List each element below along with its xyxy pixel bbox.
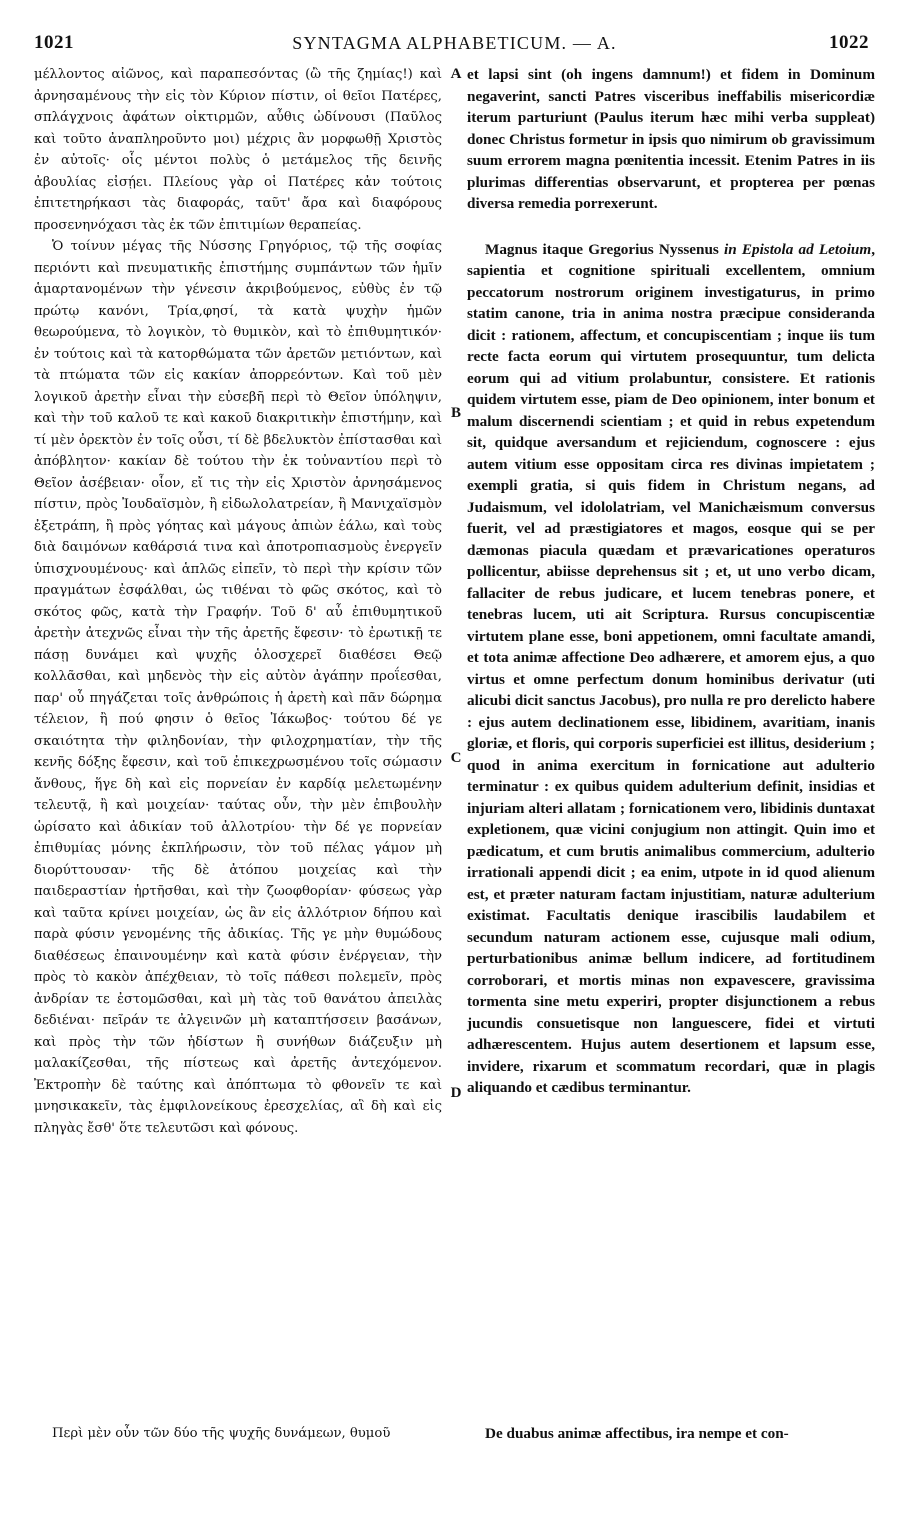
latin-paragraph-2 — [467, 239, 875, 1099]
greek-paragraph-2: Ὁ τοίνυν μέγας τῆς Νύσσης Γρηγόριος, τῷ τῆς σοφίας περιόντι καὶ πνευματικῆς ἐπιστήμης συμπάντων τῶν ἡμῖν ἁμαρτανομένων τὴν γένεσιν ἀκριβούμενος, εὐθὺς ἐν τῷ πρώτῳ κανόνι, Τρία,φησί, τὰ κατὰ ψυχὴν ἡμῶν θεωρούμενα, τὸ λογικὸν, τὸ θυμικὸν, καὶ τὸ ἐπιθυμητικόν· ἐν τούτοις καὶ τὰ κατορθώματα τῶν ἀρετῶν μετιόντων, καὶ τὰ πτώματα τῶν εἰς κακίαν ἀπορρεόντων. Καὶ τοῦ μὲν λογικοῦ ἀρετὴν εἶναι τὴν εὐσεβῆ περὶ τὸ Θεῖον ὑπόληψιν, καὶ τὴν τοῦ καλοῦ τε καὶ κακοῦ διακριτικὴν ἐπιστήμην, καὶ τί μὲν ὀρεκτὸν ἐν τοῖς οὖσι, τί δὲ βδελυκτὸν ἐπίστασθαι καὶ ἀπόβλητον· κακίαν δὲ τούτου τὴν ἐκ τοὐναντίου περὶ τὸ Θεῖον ἀσέβειαν· οἷον, εἴ τις τὴν εἰς Χριστὸν ἀρνησάμενος πίστιν, πρὸς Ἰουδαϊσμὸν, ἢ εἰδωλολατρείαν, ἢ Μανιχαϊσμὸν ἐξετράπη, ἢ πρὸς γόητας καὶ μάγους ἀπιὼν ἑάλω, καὶ τοὺς διὰ δαιμόνων καθάρσιά τινα καὶ ἀποτροπιασμοὺς ἐνεργεῖν ὑπισχνουμένους· καὶ ἁπλῶς εἰπεῖν, τὸ περὶ τὴν κρίσιν τῶν πραγμάτων ἐσφάλθαι, ὡς τιθέναι τὸ φῶς σκότος, καὶ τὸ σκότος φῶς, κατὰ τὴν Γραφήν. Τοῦ δ' αὖ ἐπιθυμητικοῦ ἀρετὴν ἀτεχνῶς εἶναι τὴν τῆς ἀρετῆς ἔφεσιν· τὸ ἐρωτικῇ τε πάσῃ δυνάμει καὶ ψυχῆς ὁλοσχερεῖ διαθέσει Θεῷ κολλᾶσθαι, καὶ μηδενὸς τὴν εἰς αὐτὸν ἀγάπην προΐεσθαι, παρ' οὗ πηγάζεται τοῖς ἀνθρώποις ἡ ἀρετὴ καὶ πᾶν δώρημα τέλειον, ἢ πού φησιν ὁ θεῖος Ἰάκωβος· τούτου δέ γε σκαιότητα τὴν φιληδονίαν, τὴν φιλοχρηματίαν, τὴν τῆς κενῆς δόξης ἔφεσιν, καὶ τοῦ ἐπικεχρωσμένου τοῖς σώμασιν ἄνθους, ἥγε δὴ καὶ εἰς πορνείαν ἐν καρδίᾳ μελετωμένην τελευτᾷ, ἢ καὶ μοιχείαν· ταύτας οὖν, τὴν μὲν ἐπιβουλὴν ὡρίσατο καὶ ἀδικίαν τοῦ ἀλλοτρίου· τὴν δέ γε πορνείαν ἐπιθυμίας μόνης ἐκπλήρωσιν, τὸν τοῦ πέλας γάμον μὴ διορύττουσαν· τῆς δὲ ἀτόπου μοιχείας καὶ τὴν παιδεραστίαν ἡρτῆσθαι, καὶ τὴν ζωοφθορίαν· φύσεως γὰρ καὶ ταῦτα κρίνει μοιχείαν, ὡς ἂν εἰς ἀλλότριον δήπου καὶ παρὰ φύσιν γενομένης τῆς ἀδικίας. Τῆς γε μὴν θυμώδους διαθέσεως ἐπαινουμένην καὶ κατὰ φύσιν ἐνέργειαν, τὴν πρὸς τὸ κακὸν ἀπέχθειαν, τὸ τοῖς πάθεσι πολεμεῖν, πρὸς ἀνδρίαν τε ἐστομῶσθαι, καὶ μὴ τὰς τοῦ θανάτου ἀπειλὰς δεδιέναι· πεῖράν τε ἀλγεινῶν μὴ καταπτήσσειν βασάνων, καὶ πρὸς τὴν τῶν ἡδίστων ἢ συνήθων διάζευξιν μὴ μαλακίζεσθαι, τῆς πίστεως καὶ ἀρετῆς ἀντεχόμενον. Ἐκτροπὴν δὲ ταύτης καὶ ἀπόπτωμα τὸ φθονεῖν τε καὶ μνησικακεῖν, τὰς ἐμφιλονείκους ἐρεσχελίας, αἳ δὴ καὶ εἰς πληγὰς ἔσθ' ὅτε τελευτῶσι καὶ φόνους. — [34, 239, 442, 1136]
running-title: SYNTAGMA ALPHABETICUM. — A. — [292, 33, 617, 53]
latin-paragraph-2-rest: , sapientia et cognitione spirituali excellentem, omnium peccatorum nostrorum originem investigaturus, in primo statim canone, tria in anima nostra præcipue consideranda dicit : rationem, affectum, et concupiscentiam ; inque iis tum recte facta eorum qui virtutem prosequuntur, tum delicta eorum qui ad vitium prolabuntur, consistere. Et rationis quidem virtutem esse, piam de Deo opinionem, inter bonum et malum discernendi scientiam ; et quid in rebus expetendum sit, quidque aversandum et rejiciendum, cognoscere : ejus autem vitium esse oppositam circa res divinas impietatem ; exempli gratia, si quis fidem in Christum negans, ad Judaismum, vel idololatriam, vel Manichæismum conversus fuerit, vel ad præstigiatores et magos, eosque qui se per dæmonas piacula quædam et prævaricationes operaturos pollicentur, abiisse deprehensus sit ; et, ut uno verbo dicam, fallaciter de rebus judicare, et lucem tenebras ponere, et tenebras lucem, uti ait Scriptura. Rursus concupiscentiæ virtutem plane esse, boni appetionem, omni facultate amandi, et tota animæ affectione Deo adhærere, et amorem ejus, a quo virtus et omne perfectum donum hominibus derivatur (uti alicubi dicit sanctus Jacobus), pro nulla re pro derelicto habere : ejus autem declinationem esse, libidinem, avaritiam, inanis gloriæ, et floris, qui corporis superficiei est illitus, desiderium ; quod in anima exercitum in fornicatione aut adulterio terminatur : ex quibus quidem adulterium definit, insidias et injuriam alteri allatam ; fornicationem vero, libidinis duntaxat expletionem, quæ vicini conjugium non attingit. Quin imo et pædicatum, et cum brutis animalibus commercium, adulterio irrationali appendi dicit ; ea enim, utpote in id quod alienum est, et præter naturam factam injustitiam, naturæ adulterium existimat. Facultatis denique irascibilis laudabilem et secundum naturam actionem esse, cujusque mali odium, perturbationibus animæ bellum indicere, ad fortitudinem corroborari, et mortis minas non expavescere, gravissima tormenta sine metu experiri, propter disjunctionem a rebus jucundis consuetisque non languescere, fidei et virtuti adhærescentem. Hujus autem desertionem et lapsum esse, invidere, rixarum et scommatum recordari, quæ in plagis aliquando et cædibus terminantur. — [467, 240, 875, 1096]
margin-letter-c: C — [450, 750, 462, 766]
latin-column — [467, 64, 875, 1099]
latin-last-line: De duabus animæ affectibus, ira nempe et con- — [485, 1425, 789, 1442]
epistle-title: in Epistola ad Letoium — [724, 240, 872, 258]
page-number-right: 1022 — [829, 32, 869, 53]
page-number-left: 1021 — [34, 32, 74, 53]
greek-last-line: Περὶ μὲν οὖν τῶν δύο τῆς ψυχῆς δυνάμεων, θυμοῦ — [52, 1426, 391, 1441]
greek-column — [34, 64, 442, 1139]
latin-paragraph-1: et lapsi sint (oh ingens damnum!) et fidem in Dominum negaverint, sancti Patres visceribus ineffabilis misericordiæ iterum parturiunt (Paulus iterum hæc mihi verba suppleat) donec Christus formetur in ipsis quo nimirum ob gravissimum suum errorem magna pœnitentia incessit. Etenim Patres in iis plurimas differentias observarunt, et propterea per pœnas diversa remedia porrexerunt. — [467, 66, 875, 212]
greek-paragraph-1: μέλλοντος αἰῶνος, καὶ παραπεσόντας (ὢ τῆς ζημίας!) καὶ ἀρνησαμένους τὴν εἰς τὸν Κύριον πίστιν, οἱ θεῖοι Πατέρες, σπλάγχνοις ἀφάτων οἰκτιρμῶν, αὖθις ὠδίνουσι (Παῦλος καὶ τοῦτο ἀναπληροῦντο μοι) μέχρις ἂν μορφωθῇ Χριστὸς ἐν αὐτοῖς· οἷς μέντοι πολὺς ὁ μετάμελος τῆς δεινῆς ἀβουλίας εἰσῄει. Πλείους γὰρ οἱ Πατέρες κἀν τούτοις ἐπιτετηρήκασι τὰς διαφοράς, ταῦτ' ἄρα καὶ διαφόρους προσενηνόχασι τὰς ἐκ τῶν ἐπιτιμίων θεραπείας. — [34, 67, 442, 233]
latin-paragraph-2-start: Magnus itaque Gregorius Nyssenus — [485, 240, 724, 258]
margin-letter-b: B — [450, 405, 461, 421]
margin-letter-d: D — [450, 1085, 462, 1101]
margin-letter-a: A — [450, 66, 462, 82]
page-header — [30, 32, 879, 60]
